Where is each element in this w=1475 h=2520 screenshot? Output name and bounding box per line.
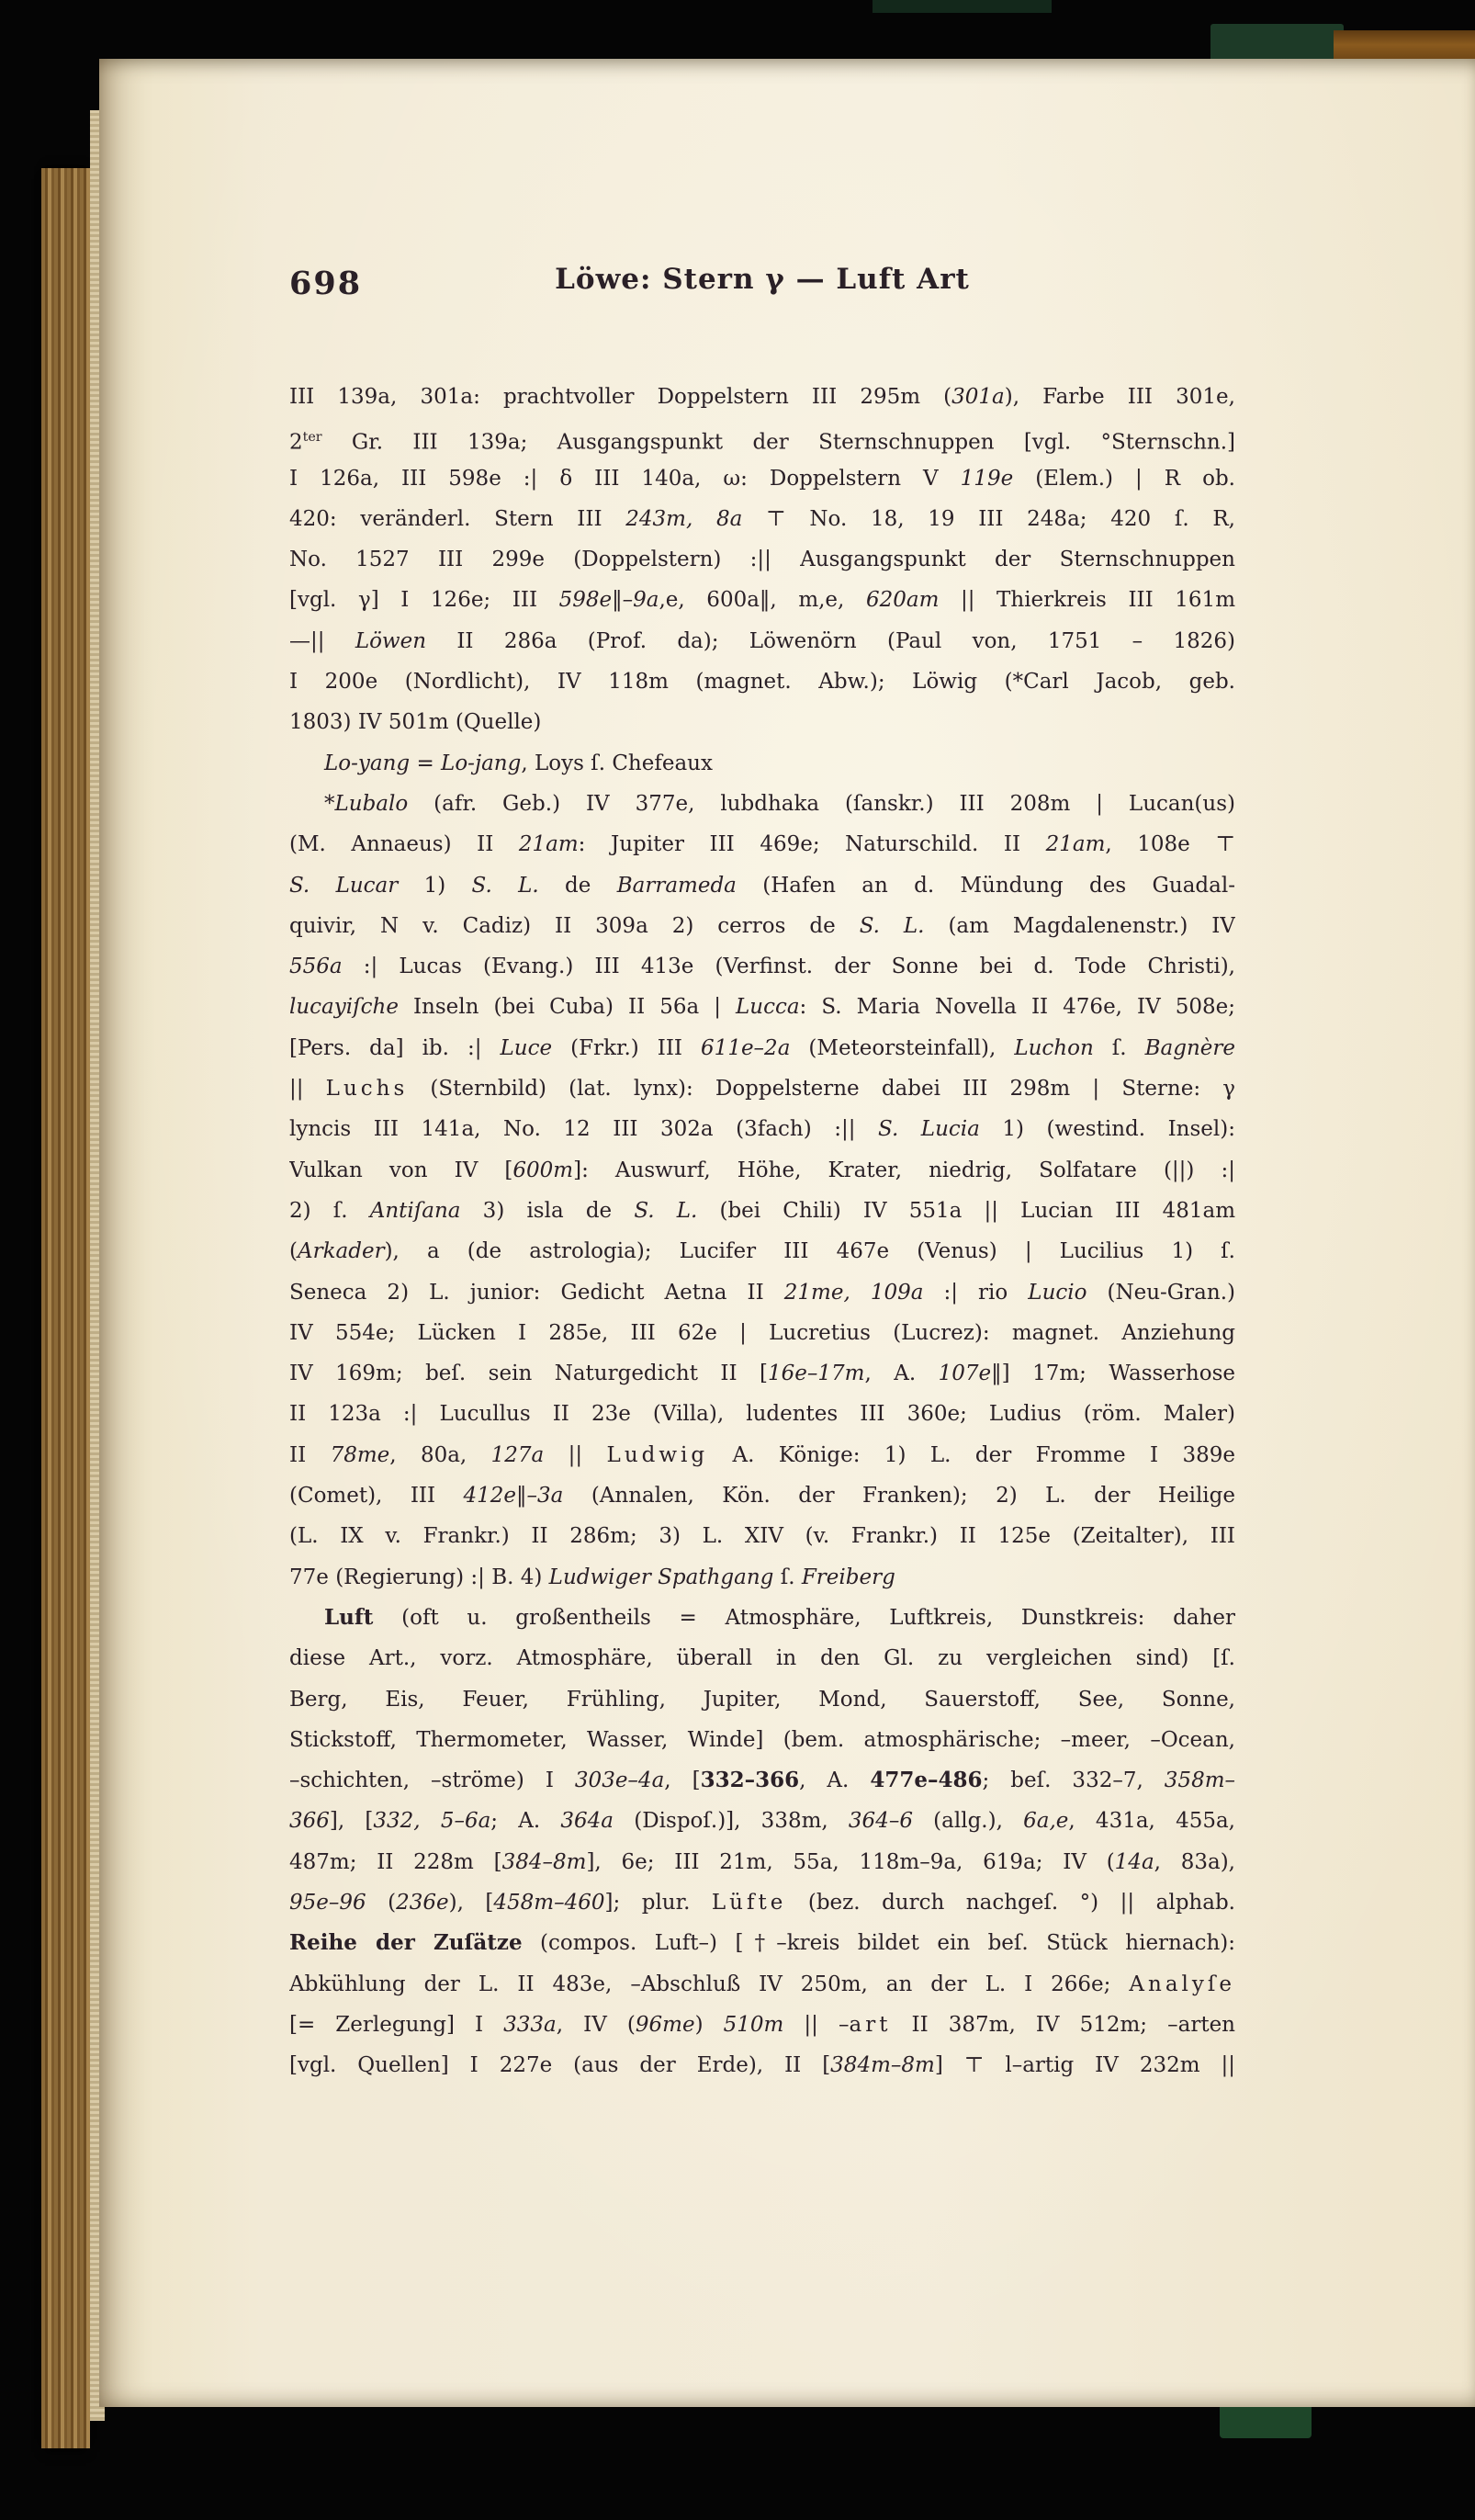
text-line: 556a :| Lucas (Evang.) III 413e (Verfinst. der Sonne bei d. Tode Christi), [289, 955, 1235, 979]
text-line: Vulkan von IV [600m]: Auswurf, Höhe, Krater, niedrig, Solfatare (||) :| [289, 1158, 1235, 1182]
text-line: [vgl. γ] I 126e; III 598e‖–9a,e, 600a‖, m,e, 620am || Thierkreis III 161m [289, 588, 1235, 613]
text-line: II 123a :| Lucullus II 23e (Villa), ludentes III 360e; Ludius (röm. Maler) [289, 1402, 1235, 1427]
text-line: (M. Annaeus) II 21am: Jupiter III 469e; Naturschild. II 21am, 108e ⊤ [289, 832, 1235, 857]
text-line: 487m; II 228m [384–8m], 6e; III 21m, 55a, 118m–9a, 619a; IV (14a, 83a), [289, 1849, 1235, 1874]
text-line: –schichten, –ströme) I 303e–4a, [332–366, A. 477e–486; beſ. 332–7, 358m– [289, 1768, 1235, 1793]
text-line: 95e–96 (236e), [458m–460]; plur. Lüfte (bez. durch nachgeſ. °) || alphab. [289, 1890, 1235, 1915]
text-line: [vgl. Quellen] I 227e (aus der Erde), II [384m–8m] ⊤ l–artig IV 232m || [289, 2053, 1235, 2078]
text-line: 2) ſ. Antiſana 3) isla de S. L. (bei Chili) IV 551a || Lucian III 481am [289, 1198, 1235, 1223]
text-line: 77e (Regierung) :| B. 4) Ludwiger Spathgang ſ. Freiberg [289, 1565, 895, 1589]
text-line: —|| Löwen II 286a (Prof. da); Löwenörn (Paul von, 1751 – 1826) [289, 628, 1235, 653]
text-line: No. 1527 III 299e (Doppelstern) :|| Ausgangspunkt der Sternschnuppen [289, 548, 1235, 572]
text-line: Berg, Eis, Feuer, Frühling, Jupiter, Mond, Sauerstoff, See, Sonne, [289, 1687, 1235, 1712]
text-line: Seneca 2) L. junior: Gedicht Aetna II 21me, 109a :| rio Lucio (Neu-Gran.) [289, 1280, 1235, 1305]
text-line: *Lubalo (afr. Geb.) IV 377e, lubdhaka (ſanskr.) III 208m | Lucan(us) [324, 791, 1235, 816]
text-line: III 139a, 301a: prachtvoller Doppelstern III 295m (301a), Farbe III 301e, [289, 385, 1235, 409]
page-number: 698 [289, 265, 363, 302]
text-line: Reihe der Zuſätze (compos. Luft–) [†–kreis bildet ein beſ. Stück hiernach): [289, 1930, 1235, 1956]
text-line: 366], [332, 5–6a; A. 364a (Dispoſ.)], 338m, 364–6 (allg.), 6a,e, 431a, 455a, [289, 1809, 1235, 1834]
text-line: quivir, N v. Cadiz) II 309a 2) cerros de S. L. (am Magdalenenstr.) IV [289, 913, 1235, 938]
text-line: lucayiſche Inseln (bei Cuba) II 56a | Lucca: S. Maria Novella II 476e, IV 508e; [289, 995, 1235, 1020]
text-line: Abkühlung der L. II 483e, –Abschluß IV 250m, an der L. I 266e; Analyſe [289, 1972, 1235, 1996]
text-line: II 78me, 80a, 127a || Ludwig A. Könige: 1) L. der Fromme I 389e [289, 1442, 1235, 1467]
backdrop-object-top [873, 0, 1052, 13]
body-text [289, 377, 1235, 2085]
text-line: Stickstoff, Thermometer, Wasser, Winde] (bem. atmosphärische; –meer, –Ocean, [289, 1727, 1235, 1752]
text-line: [Pers. da] ib. :| Luce (Frkr.) III 611e–2a (Meteorsteinfall), Luchon ſ. Bagnère [289, 1035, 1235, 1060]
text-line: IV 554e; Lücken I 285e, III 62e | Lucretius (Lucrez): magnet. Anziehung [289, 1320, 1235, 1345]
text-line: || Luchs (Sternbild) (lat. lynx): Doppelsterne dabei III 298m | Sterne: γ [289, 1077, 1235, 1102]
text-line: IV 169m; beſ. sein Naturgedicht II [16e–17m, A. 107e‖] 17m; Wasserhose [289, 1362, 1235, 1386]
text-line: (Arkader), a (de astrologia); Lucifer III 467e (Venus) | Lucilius 1) ſ. [289, 1239, 1235, 1264]
text-line: I 200e (Nordlicht), IV 118m (magnet. Abw.); Löwig (*Carl Jacob, geb. [289, 670, 1235, 695]
text-line: 420: veränderl. Stern III 243m, 8a ⊤ No. 18, 19 III 248a; 420 ſ. R, [289, 506, 1235, 531]
book-page [99, 59, 1475, 2407]
page-header [289, 263, 1235, 309]
text-line: S. Lucar 1) S. L. de Barrameda (Hafen an d. Mündung des Guadal- [289, 873, 1235, 898]
text-line: 1803) IV 501m (Quelle) [289, 710, 542, 735]
backdrop-object-top-right-green [1210, 24, 1344, 62]
text-line: [= Zerlegung] I 333a, IV (96me) 510m || –art II 387m, IV 512m; –arten [289, 2012, 1235, 2037]
text-line: Luft (oft u. großentheils = Atmosphäre, Luftkreis, Dunstkreis: daher [324, 1604, 1235, 1630]
backdrop-object-top-right-brown [1334, 30, 1475, 62]
text-line: I 126a, III 598e :| δ III 140a, ω: Doppelstern V 119e (Elem.) | R ob. [289, 466, 1235, 491]
book-fore-edge [41, 168, 90, 2448]
text-line: (L. IX v. Frankr.) II 286m; 3) L. XIV (v. Frankr.) II 125e (Zeitalter), III [289, 1524, 1235, 1549]
running-title: Löwe: Stern γ — Luft Art [555, 263, 970, 296]
text-line: Lo-yang = Lo-jang, Loys ſ. Chefeaux [324, 751, 713, 775]
text-line: (Comet), III 412e‖–3a (Annalen, Kön. der Franken); 2) L. der Heilige [289, 1484, 1235, 1509]
text-line: lyncis III 141a, No. 12 III 302a (3fach) :|| S. Lucia 1) (westind. Insel): [289, 1117, 1235, 1142]
text-line: diese Art., vorz. Atmosphäre, überall in den Gl. zu vergleichen sind) [ſ. [289, 1646, 1235, 1671]
text-line: $2^{ter}$ Gr. III 139a; Ausgangspunkt der Sternschnuppen [vgl. °Sternschn.] [289, 430, 1235, 455]
